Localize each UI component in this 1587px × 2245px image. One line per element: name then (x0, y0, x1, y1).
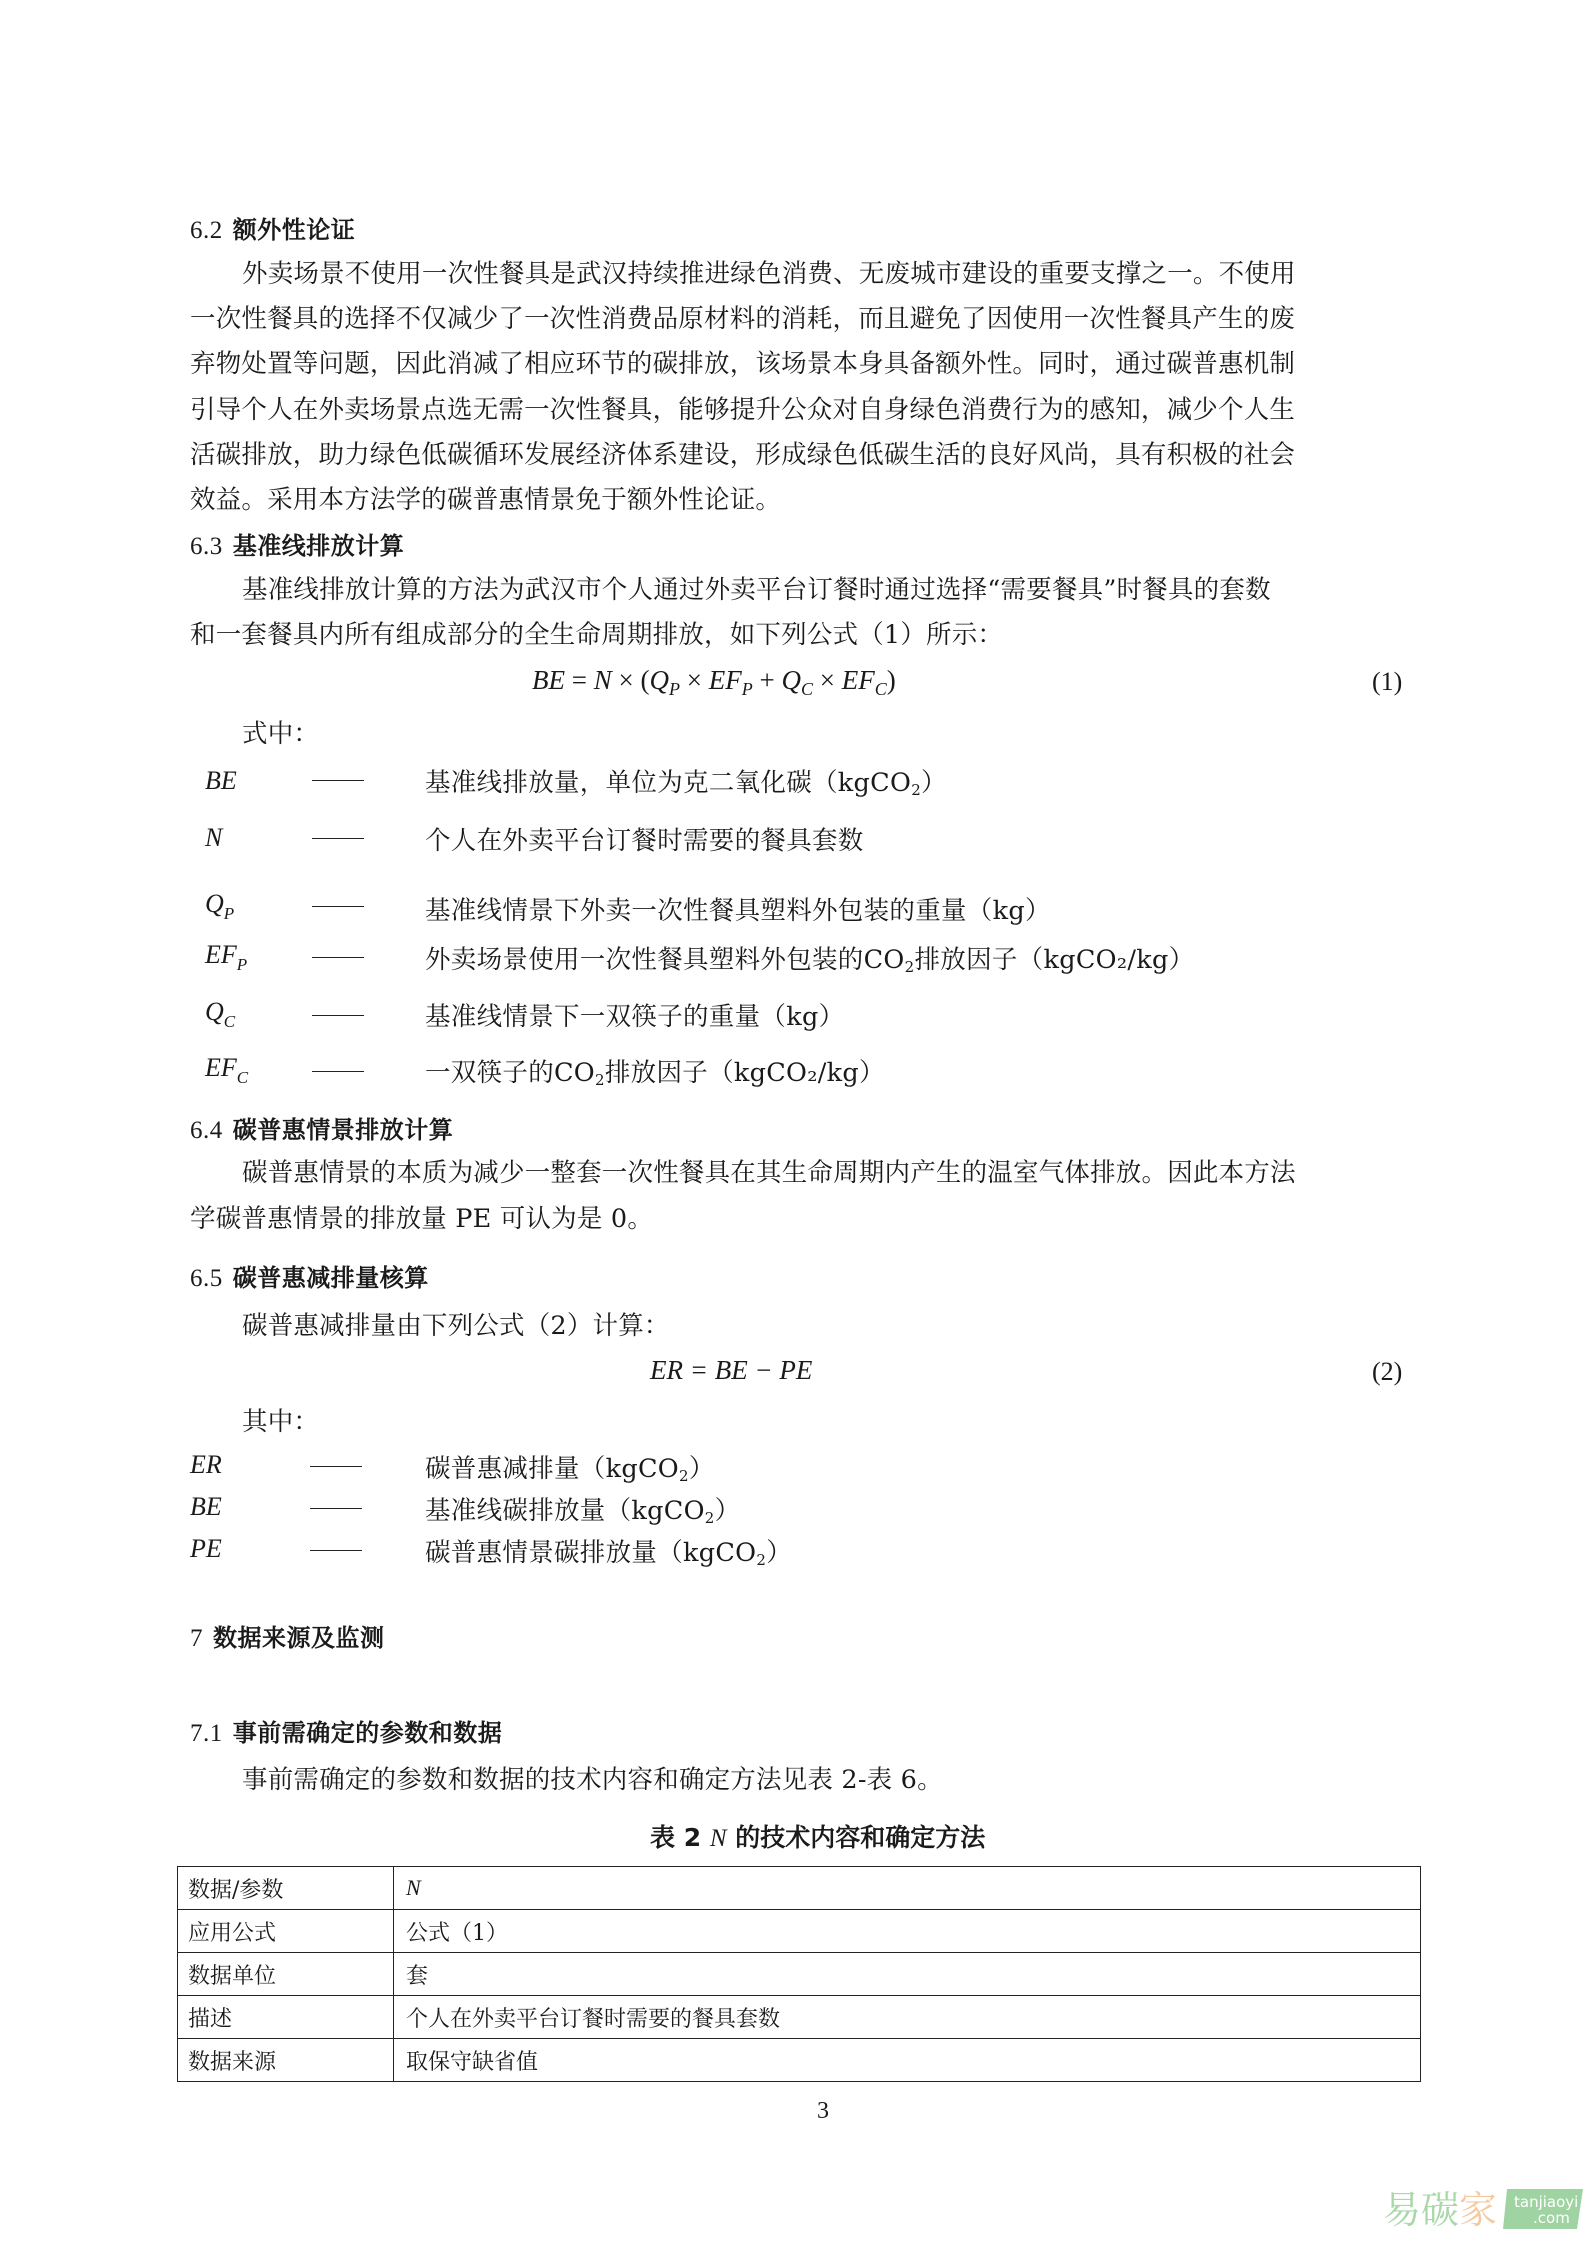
formula-term: N (593, 665, 612, 695)
paragraph-line: 效益。采用本方法学的碳普惠情景免于额外性论证。 (190, 485, 782, 515)
table-cell-value: 套 (394, 1953, 1421, 1996)
table-cell-label: 数据/参数 (178, 1867, 394, 1910)
section-title: 事前需确定的参数和数据 (232, 1719, 503, 1747)
dash-separator (312, 838, 364, 839)
table-cell-value: N (394, 1867, 1421, 1910)
table-cell-label: 应用公式 (178, 1910, 394, 1953)
variable-symbol: BE (190, 1492, 222, 1521)
variable-description: 基准线情景下一双筷子的重量（kg） (425, 1002, 845, 1032)
dash-separator (312, 1071, 364, 1072)
section-number: 6.3 (190, 533, 223, 560)
watermark-domain-1: tanjiaoyi (1514, 2193, 1579, 2211)
equation-number: (2) (1372, 1357, 1403, 1386)
watermark-logo (1383, 2175, 1583, 2235)
table-row (178, 1910, 1421, 1953)
section-number: 6.2 (190, 217, 223, 244)
section-heading-6-2 (190, 210, 355, 245)
paragraph-line: 一次性餐具的选择不仅减少了一次性消费品原材料的消耗，而且避免了因使用一次性餐具产生的废 (190, 304, 1296, 334)
formula-subscript: P (741, 679, 753, 699)
variable-description: 碳普惠情景碳排放量（kgCO$_2$） (425, 1538, 793, 1569)
dash-separator (310, 1466, 362, 1467)
paragraph-line: 和一套餐具内所有组成部分的全生命周期排放，如下列公式（1）所示： (190, 620, 1004, 650)
variable-description: 基准线情景下外卖一次性餐具塑料外包装的重量（kg） (425, 896, 1051, 926)
watermark-char: 易碳 (1383, 2188, 1460, 2232)
paragraph-line: 引导个人在外卖场景点选无需一次性餐具，能够提升公众对自身绿色消费行为的感知，减少个人生 (190, 395, 1296, 425)
watermark-logo-icon (1383, 2175, 1583, 2235)
section-heading-6-5 (190, 1258, 429, 1293)
formula-operator: + (752, 665, 782, 695)
dash-separator (310, 1550, 362, 1551)
formula-subscript: C (800, 679, 813, 699)
table-cell-value: 公式（1） (394, 1910, 1421, 1953)
dash-separator (312, 957, 364, 958)
formula-paren: ( (640, 665, 650, 695)
dash-separator (310, 1508, 362, 1509)
watermark-char: 家 (1459, 2188, 1498, 2232)
caption-symbol: N (709, 1825, 727, 1852)
variable-symbol: ER (190, 1450, 222, 1479)
paragraph-line: 外卖场景不使用一次性餐具是武汉持续推进绿色消费、无废城市建设的重要支撑之一。不使用 (242, 259, 1296, 289)
formula-term: EF (841, 665, 875, 695)
equation-number: (1) (1372, 667, 1403, 696)
variable-symbol: $Q_C$ (205, 997, 236, 1031)
section-heading-7-1 (190, 1713, 502, 1748)
variable-symbol: $EF_C$ (205, 1053, 249, 1087)
variable-description: 一双筷子的$CO_2$排放因子（kgCO₂/kg） (425, 1058, 885, 1089)
section-title: 碳普惠减排量核算 (232, 1264, 429, 1292)
where-label: 其中： (242, 1407, 320, 1437)
variable-symbol: BE (205, 766, 237, 795)
section-title: 碳普惠情景排放计算 (232, 1116, 454, 1144)
paragraph-line: 碳普惠情景的本质为减少一整套一次性餐具在其生命周期内产生的温室气体排放。因此本方法 (242, 1158, 1296, 1188)
table-cell-label: 描述 (178, 1996, 394, 2039)
formula-subscript: P (668, 679, 680, 699)
table-row (178, 1953, 1421, 1996)
variable-description: 个人在外卖平台订餐时需要的餐具套数 (425, 826, 864, 856)
variable-description: 基准线碳排放量（kgCO$_2$） (425, 1496, 741, 1527)
formula-subscript: C (874, 679, 887, 699)
section-number: 6.5 (190, 1265, 223, 1292)
dash-separator (312, 906, 364, 907)
table-caption (650, 1818, 985, 1854)
formula-operator: × (812, 665, 842, 695)
variable-symbol: $EF_P$ (205, 940, 248, 974)
formula-term: Q (649, 665, 669, 695)
table-row (178, 1867, 1421, 1910)
page-number: 3 (817, 2098, 829, 2124)
table-row (178, 2039, 1421, 2082)
formula-2: ER = BE − PE (650, 1355, 813, 1385)
section-title: 额外性论证 (232, 216, 356, 244)
paragraph-line: 弃物处置等问题，因此消减了相应环节的碳排放，该场景本身具备额外性。同时，通过碳普惠机制 (190, 349, 1296, 379)
watermark-domain-2: .com (1533, 2209, 1570, 2227)
variable-symbol: PE (190, 1534, 222, 1563)
formula-paren: ) (886, 665, 896, 695)
variable-symbol: N (205, 823, 223, 852)
caption-suffix: 的技术内容和确定方法 (726, 1823, 986, 1852)
dash-separator (312, 1015, 364, 1016)
formula-operator: × (679, 665, 709, 695)
section-number: 7.1 (190, 1720, 223, 1747)
section-heading-6-3 (190, 526, 404, 561)
table-cell-value: 取保守缺省值 (394, 2039, 1421, 2082)
formula-operator: = (565, 665, 594, 695)
section-heading-6-4 (190, 1110, 453, 1145)
formula-term: BE (532, 665, 565, 695)
section-title: 数据来源及监测 (213, 1624, 385, 1652)
table-cell-value: 个人在外卖平台订餐时需要的餐具套数 (394, 1996, 1421, 2039)
formula-1 (532, 665, 896, 700)
paragraph-line: 碳普惠减排量由下列公式（2）计算： (242, 1311, 670, 1341)
table-cell-label: 数据单位 (178, 1953, 394, 1996)
dash-separator (312, 780, 364, 781)
paragraph-line: 活碳排放，助力绿色低碳循环发展经济体系建设，形成绿色低碳生活的良好风尚，具有积极的社会 (190, 440, 1296, 470)
table-cell-label: 数据来源 (178, 2039, 394, 2082)
table-row (178, 1996, 1421, 2039)
formula-operator: × (611, 665, 641, 695)
variable-description: 碳普惠减排量（kgCO$_2$） (425, 1454, 715, 1485)
paragraph-line: 事前需确定的参数和数据的技术内容和确定方法见表 2-表 6。 (242, 1765, 943, 1795)
section-title: 基准线排放计算 (232, 532, 405, 560)
caption-prefix: 表 2 (650, 1823, 710, 1852)
section-number: 7 (190, 1625, 203, 1652)
variable-symbol: $Q_P$ (205, 889, 235, 923)
where-label: 式中： (242, 719, 320, 749)
variable-description: 外卖场景使用一次性餐具塑料外包装的$CO_2$排放因子（kgCO₂/kg） (425, 945, 1195, 976)
parameter-table (177, 1866, 1421, 2082)
formula-term: EF (708, 665, 742, 695)
paragraph-line: 学碳普惠情景的排放量 PE 可认为是 0。 (190, 1204, 654, 1234)
section-number: 6.4 (190, 1117, 223, 1144)
variable-description: 基准线排放量，单位为克二氧化碳（kgCO$_2$） (425, 768, 947, 799)
paragraph-line: 基准线排放计算的方法为武汉市个人通过外卖平台订餐时通过选择“需要餐具”时餐具的套数 (242, 575, 1271, 605)
section-heading-7 (190, 1618, 385, 1653)
formula-term: Q (781, 665, 801, 695)
